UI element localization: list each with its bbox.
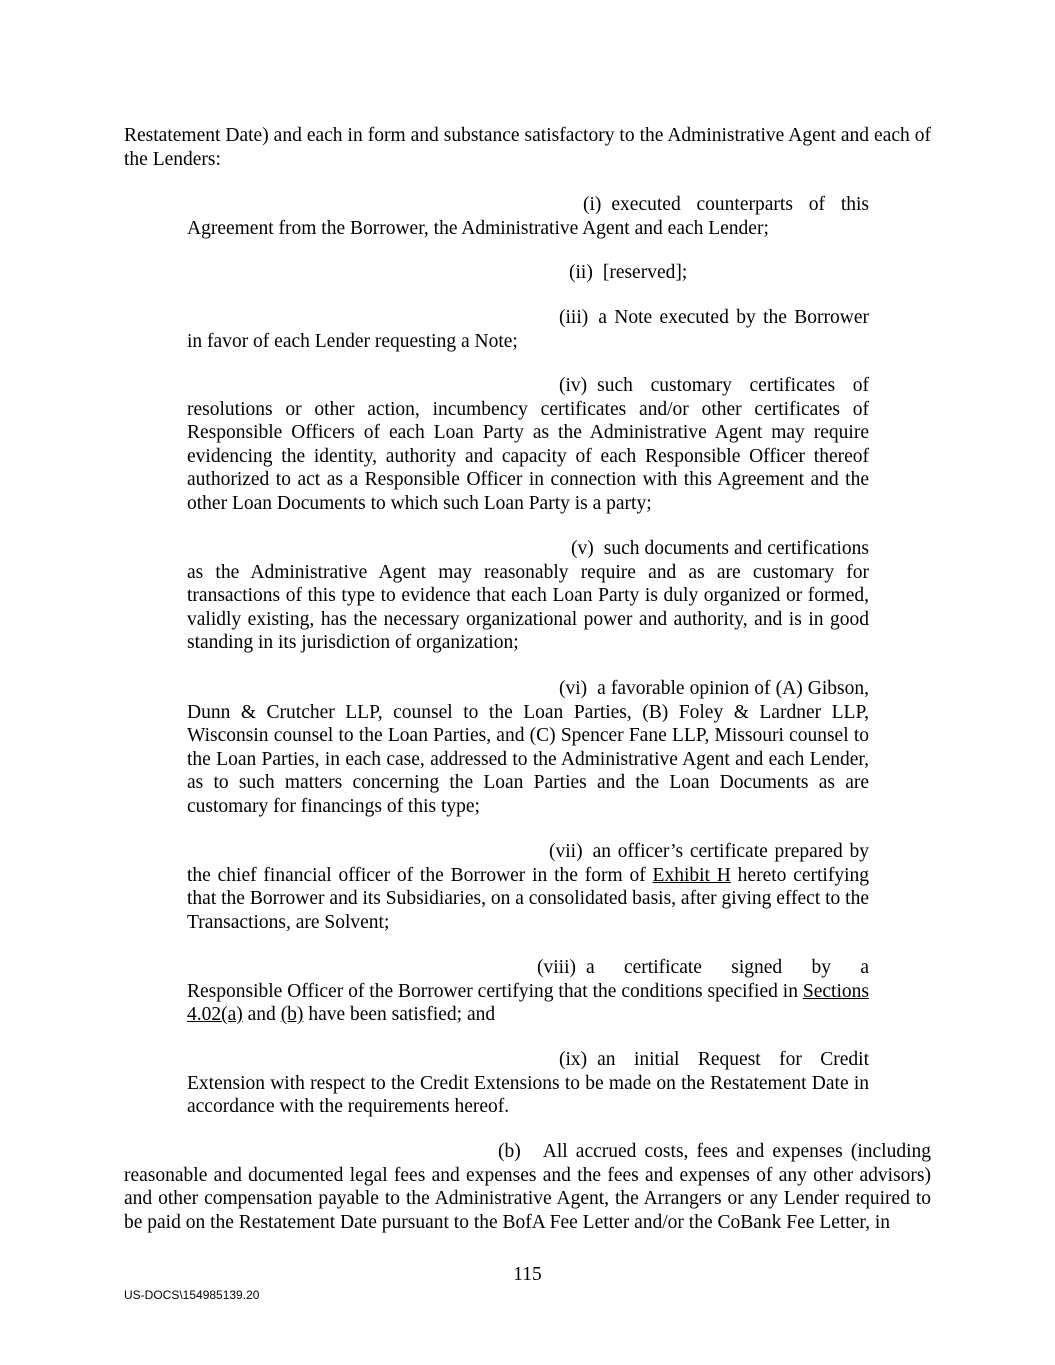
item-text-before: a certificate signed by a Responsible Officer of the Borrower certifying that the conditions specified in (187, 957, 869, 1002)
intro-paragraph: Restatement Date) and each in form and substance satisfactory to the Administrative Agent and each of the Lenders: (124, 125, 931, 170)
list-item-iii (187, 306, 869, 353)
list-item-i (187, 193, 869, 240)
paragraph-b (124, 1140, 931, 1234)
item-text: such documents and certifications as the Administrative Agent may reasonably require and as are customary for transactions of this type to evidence that each Loan Party is duly organized or formed, validly existing, has the necessary organizational power and authority, and is in good standing in its jurisdiction of organization; (187, 538, 869, 654)
item-number: (vii) (549, 841, 583, 862)
page-number: 115 (513, 1264, 542, 1285)
item-text: such customary certificates of resolutions or other action, incumbency certificates and/or other certificates of Responsible Officers of each Loan Party as the Administrative Agent may require evidencing the identity, authority and capacity of each Responsible Officer thereof authorized to act as a Responsible Officer in connection with this Agreement and the other Loan Documents to which such Loan Party is a party; (187, 375, 869, 514)
item-text: a favorable opinion of (A) Gibson, Dunn & Crutcher LLP, counsel to the Loan Parties, (B) Foley & Lardner LLP, Wisconsin counsel to the Loan Parties, and (C) Spencer Fane LLP, Missouri counsel to the Loan Parties, in each case, addressed to the Administrative Agent and each Lender, as to such matters concerning the Loan Parties and the Loan Documents as are customary for financings of this type; (187, 678, 869, 817)
item-text-before: an officer’s certificate prepared by the chief financial officer of the Borrower in the form of (187, 841, 869, 886)
paragraph-text: All accrued costs, fees and expenses (including reasonable and documented legal fees and expenses and the fees and expenses of any other advisors) and other compensation payable to the Administrative Agent, the Arrangers or any Lender required to be paid on the Restatement Date pursuant to the BofA Fee Letter and/or the CoBank Fee Letter, in (124, 1141, 931, 1233)
item-number: (iii) (559, 307, 589, 328)
item-text: a Note executed by the Borrower in favor of each Lender requesting a Note; (187, 307, 869, 352)
exhibit-h-reference: Exhibit H (652, 864, 731, 886)
item-number: (v) (571, 538, 594, 559)
item-text: executed counterparts of this Agreement from the Borrower, the Administrative Agent and each Lender; (187, 194, 869, 239)
item-number: (vi) (559, 678, 588, 699)
section-b-reference: (b) (280, 1004, 304, 1026)
list-item-ii (187, 261, 869, 285)
item-number: (ii) (569, 262, 593, 283)
item-number: (ix) (559, 1049, 588, 1070)
item-text-mid: and (242, 1004, 281, 1026)
list-item-vii (187, 840, 869, 934)
list-item-v (187, 537, 869, 655)
document-id: US-DOCS\154985139.20 (124, 1288, 260, 1302)
list-item-ix (187, 1048, 869, 1119)
list-item-viii (187, 956, 869, 1027)
sections-reference: Sections 4.02(a) (187, 980, 869, 1026)
list-item-vi (187, 677, 869, 819)
list-item-iv (187, 374, 869, 516)
paragraph-number: (b) (498, 1141, 521, 1162)
item-text-after: hereto certifying that the Borrower and its Subsidiaries, on a consolidated basis, after giving effect to the Transactions, are Solvent; (187, 864, 870, 933)
item-number: (i) (583, 194, 602, 215)
item-number: (iv) (559, 375, 588, 396)
item-text-after: have been satisfied; and (303, 1004, 496, 1026)
item-text: [reserved]; (602, 262, 688, 283)
item-text: an initial Request for Credit Extension with respect to the Credit Extensions to be made on the Restatement Date in accordance with the requirements hereof. (187, 1049, 869, 1118)
item-number: (viii) (537, 957, 576, 978)
